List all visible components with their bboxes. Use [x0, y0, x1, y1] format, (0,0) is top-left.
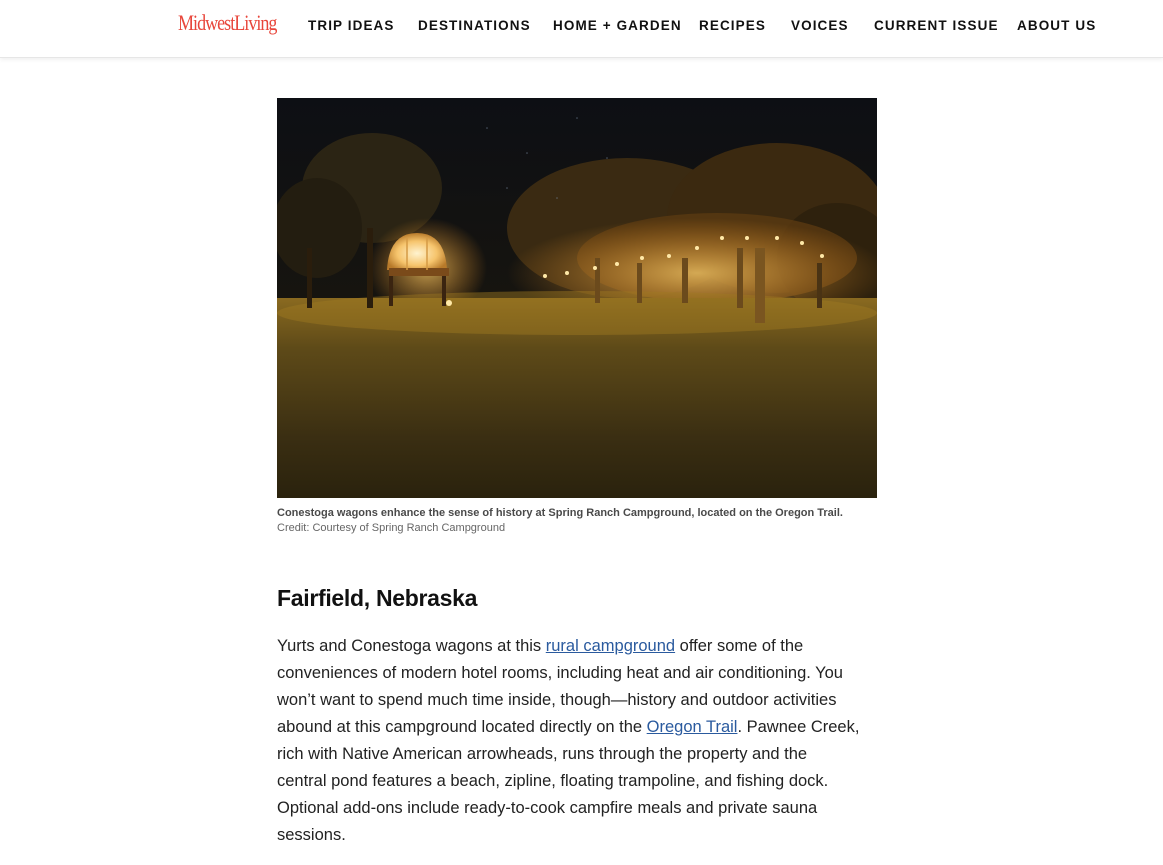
- site-logo[interactable]: MidwestLiving: [178, 10, 277, 35]
- paragraph-line: rich with Native American arrowheads, runs through the property and the: [277, 745, 808, 763]
- link-rural-campground[interactable]: rural campground: [545, 637, 676, 655]
- nav-home-garden[interactable]: HOME + GARDEN: [553, 18, 682, 33]
- paragraph-line: [277, 633, 877, 660]
- image-caption: [277, 506, 897, 536]
- text-run: . Pawnee Creek,: [737, 718, 860, 736]
- caption-credit: Credit: Courtesy of Spring Ranch Campground: [277, 522, 506, 534]
- hero-image: [277, 98, 877, 498]
- link-oregon-trail[interactable]: Oregon Trail: [646, 718, 738, 736]
- nav-recipes[interactable]: RECIPES: [699, 18, 766, 33]
- nav-destinations[interactable]: DESTINATIONS: [418, 18, 531, 33]
- paragraph-line: [277, 714, 877, 741]
- paragraph-line: sessions.: [277, 826, 346, 844]
- nav-voices[interactable]: VOICES: [791, 18, 849, 33]
- text-run: abound at this campground located directly on the: [277, 718, 647, 736]
- paragraph-line: central pond features a beach, zipline, floating trampoline, and fishing dock.: [277, 772, 829, 790]
- caption-text: Conestoga wagons enhance the sense of history at Spring Ranch Campground, located on the Oregon Trail.: [277, 507, 843, 519]
- nav-trip-ideas[interactable]: TRIP IDEAS: [308, 18, 395, 33]
- paragraph-line: conveniences of modern hotel rooms, including heat and air conditioning. You: [277, 664, 843, 682]
- text-run: Yurts and Conestoga wagons at this: [277, 637, 546, 655]
- nav-about-us[interactable]: ABOUT US: [1017, 18, 1097, 33]
- site-header: [0, 0, 1163, 58]
- text-run: offer some of the: [675, 637, 804, 655]
- campground-night-photo: [277, 98, 877, 498]
- paragraph-line: won’t want to spend much time inside, though—history and outdoor activities: [277, 691, 837, 709]
- article-paragraph: [277, 633, 877, 849]
- nav-current-issue[interactable]: CURRENT ISSUE: [874, 18, 999, 33]
- section-heading: Fairfield, Nebraska: [277, 585, 478, 611]
- paragraph-line: Optional add-ons include ready-to-cook campfire meals and private sauna: [277, 799, 818, 817]
